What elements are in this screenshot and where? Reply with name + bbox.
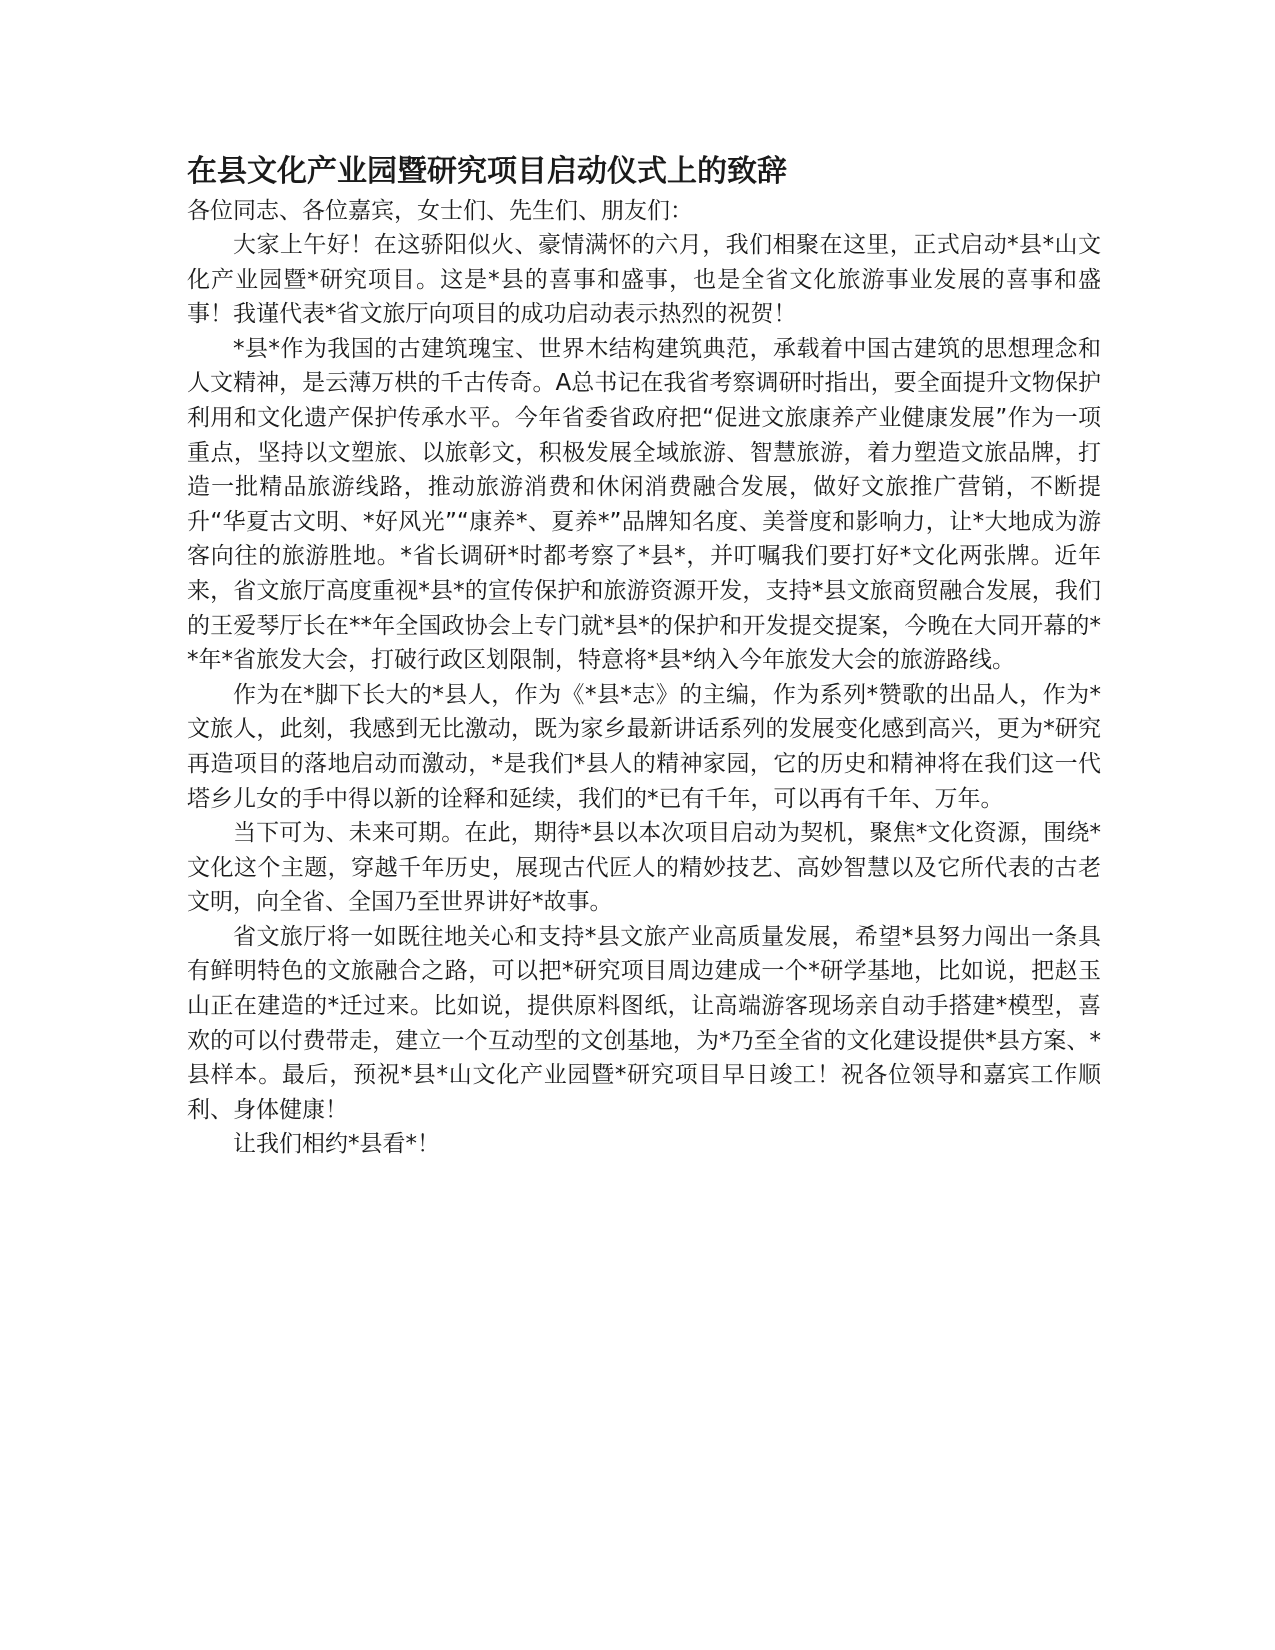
paragraph-expectation: 当下可为、未来可期。在此，期待*县以本次项目启动为契机，聚焦*文化资源，围绕*文化这个主题，穿越千年历史，展现古代匠人的精妙技艺、高妙智慧以及它所代表的古老文明，向全省、全国乃至世界讲好*故事。 [187,820,1101,916]
document-title: 在县文化产业园暨研究项目启动仪式上的致辞 [187,154,787,189]
paragraph-opening: 大家上午好！在这骄阳似火、豪情满怀的六月，我们相聚在这里，正式启动*县*山文化产业园暨*研究项目。这是*县的喜事和盛事，也是全省文化旅游事业发展的喜事和盛事！我谨代表*省文旅厅向项目的成功启动表示热烈的祝贺！ [187,232,1102,328]
paragraph-background: *县*作为我国的古建筑瑰宝、世界木结构建筑典范，承载着中国古建筑的思想理念和人文精神，是云薄万栱的千古传奇。A总书记在我省考察调研时指出，要全面提升文物保护利用和文化遗产保护传承水平。今年省委省政府把“促进文旅康养产业健康发展”作为一项重点，坚持以文塑旅、以旅彰文，积极发展全域旅游、智慧旅游，着力塑造文旅品牌，打造一批精品旅游线路，推动旅游消费和休闲消费融合发展，做好文旅推广营销，不断提升“华夏古文明、*好风光”“康养*、夏养*”品牌知名度、美誉度和影响力，让*大地成为游客向往的旅游胜地。*省长调研*时都考察了*县*，并叮嘱我们要打好*文化两张牌。近年来，省文旅厅高度重视*县*的宣传保护和旅游资源开发，支持*县文旅商贸融合发展，我们的王爱琴厅长在**年全国政协会上专门就*县*的保护和开发提交提案，今晚在大同开幕的**年*省旅发大会，打破行政区划限制，特意将*县*纳入今年旅发大会的旅游路线。 [187,335,1101,674]
salutation: 各位同志、各位嘉宾，女士们、先生们、朋友们： [187,198,693,224]
paragraph-personal: 作为在*脚下长大的*县人，作为《*县*志》的主编，作为系列*赞歌的出品人，作为*文旅人，此刻，我感到无比激动，既为家乡最新讲话系列的发展变化感到高兴，更为*研究再造项目的落地启动而激动，*是我们*县人的精神家园，它的历史和精神将在我们这一代塔乡儿女的手中得以新的诠释和延续，我们的*已有千年，可以再有千年、万年。 [187,681,1101,812]
paragraph-closing: 让我们相约*县看*！ [233,1131,440,1158]
paragraph-support: 省文旅厅将一如既往地关心和支持*县文旅产业高质量发展，希望*县努力闯出一条具有鲜明特色的文旅融合之路，可以把*研究项目周边建成一个*研学基地，比如说，把赵玉山正在建造的*迁过来。比如说，提供原料图纸，让高端游客现场亲自动手搭建*模型，喜欢的可以付费带走，建立一个互动型的文创基地，为*乃至全省的文化建设提供*县方案、*县样本。最后，预祝*县*山文化产业园暨*研究项目早日竣工！祝各位领导和嘉宾工作顺利、身体健康！ [187,923,1101,1123]
document-body [187,150,1101,1162]
